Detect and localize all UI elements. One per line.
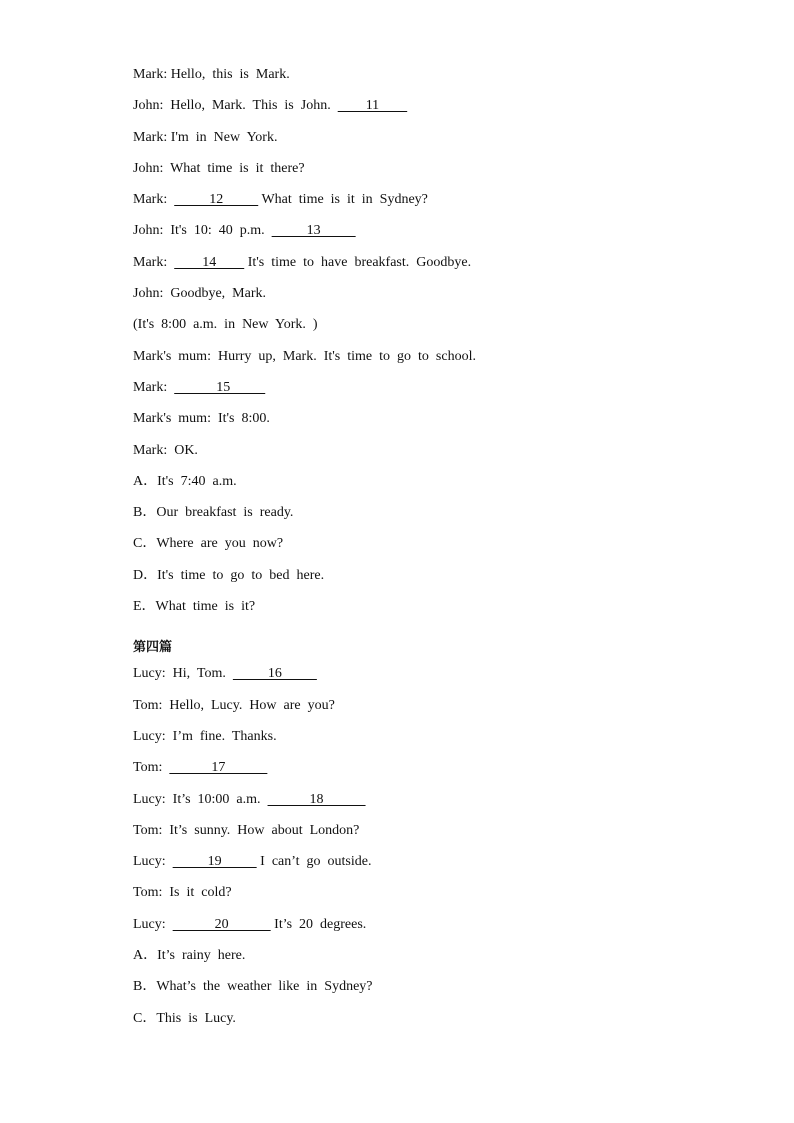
dialogue-text-after-blank: I can’t go outside.: [256, 854, 372, 870]
dialogue-text: Mark: Hello, this is Mark.: [133, 67, 290, 82]
dialogue-text: Tom: Hello, Lucy. How are you?: [133, 697, 335, 713]
dialogue-line: [133, 312, 733, 343]
dialogue-text: Mark:: [133, 192, 175, 208]
dialogue-text: Mark:: [133, 254, 175, 270]
dialogue-line: [133, 344, 733, 375]
answer-blank[interactable]: 18: [267, 791, 366, 807]
dialogue-line: [133, 787, 733, 818]
dialogue-line: [133, 438, 733, 469]
dialogue-line: [133, 724, 733, 755]
dialogue-text: Lucy: It’s 10:00 a.m.: [133, 791, 268, 807]
dialogue-line: [133, 93, 733, 124]
dialogue-line: [133, 849, 733, 880]
dialogue-line: [133, 375, 733, 406]
answer-blank[interactable]: 15: [174, 379, 266, 395]
section-3-options: [133, 469, 733, 625]
dialogue-text-after-blank: What time is it in Sydney?: [258, 192, 428, 208]
dialogue-line: [133, 281, 733, 312]
answer-option: B．Our breakfast is ready.: [133, 505, 294, 521]
dialogue-line: [133, 187, 733, 218]
dialogue-line: [133, 125, 733, 156]
dialogue-text: John: Goodbye, Mark.: [133, 286, 266, 302]
dialogue-text: Tom:: [133, 760, 170, 776]
dialogue-text: Lucy:: [133, 854, 173, 870]
answer-option: C．Where are you now?: [133, 536, 284, 552]
dialogue-text: John: Hello, Mark. This is John.: [133, 98, 338, 114]
dialogue-line: [133, 250, 733, 281]
dialogue-text: Mark's mum: It's 8:00.: [133, 411, 270, 427]
answer-option: B．What’s the weather like in Sydney?: [133, 979, 373, 995]
answer-option: A．It’s rainy here.: [133, 948, 246, 964]
dialogue-line: [133, 62, 733, 93]
dialogue-line: [133, 912, 733, 943]
dialogue-line: [133, 755, 733, 786]
answer-blank[interactable]: 11: [337, 98, 408, 114]
dialogue-text: John: What time is it there?: [133, 160, 305, 176]
answer-option: A．It's 7:40 a.m.: [133, 473, 237, 489]
answer-option: E．What time is it?: [133, 599, 256, 615]
dialogue-text: Lucy: Hi, Tom.: [133, 666, 233, 682]
dialogue-text: (It's 8:00 a.m. in New York. ): [133, 317, 318, 333]
dialogue-text-after-blank: It’s 20 degrees.: [270, 916, 367, 932]
section-4-dialogue: [133, 661, 733, 943]
dialogue-text: Lucy:: [133, 916, 173, 932]
answer-option: C．This is Lucy.: [133, 1010, 236, 1026]
section-4-heading: 第四篇: [133, 640, 173, 656]
answer-blank[interactable]: 14: [174, 254, 245, 270]
dialogue-text: John: It's 10: 40 p.m.: [133, 223, 272, 239]
dialogue-line: [133, 218, 733, 249]
answer-option: D．It's time to go to bed here.: [133, 567, 325, 583]
dialogue-text: Mark's mum: Hurry up, Mark. It's time to go to school.: [133, 348, 476, 364]
dialogue-line: [133, 661, 733, 692]
dialogue-text: Mark: I'm in New York.: [133, 129, 278, 145]
worksheet-page: [133, 62, 733, 1037]
dialogue-text-after-blank: It's time to have breakfast. Goodbye.: [244, 254, 472, 270]
dialogue-line: [133, 156, 733, 187]
dialogue-line: [133, 818, 733, 849]
answer-blank[interactable]: 12: [174, 192, 259, 208]
answer-blank[interactable]: 16: [232, 666, 317, 682]
dialogue-line: [133, 406, 733, 437]
answer-blank[interactable]: 19: [172, 854, 257, 870]
dialogue-text: Mark:: [133, 379, 175, 395]
section-3-dialogue: [133, 62, 733, 469]
dialogue-text: Mark: OK.: [133, 442, 198, 458]
dialogue-text: Lucy: I’m fine. Thanks.: [133, 728, 277, 744]
section-4-options: [133, 943, 733, 1037]
answer-blank[interactable]: 13: [271, 223, 356, 239]
dialogue-text: Tom: Is it cold?: [133, 885, 232, 901]
dialogue-text: Tom: It’s sunny. How about London?: [133, 822, 360, 838]
dialogue-line: [133, 880, 733, 911]
dialogue-line: [133, 693, 733, 724]
answer-blank[interactable]: 20: [172, 916, 271, 932]
answer-blank[interactable]: 17: [169, 760, 268, 776]
